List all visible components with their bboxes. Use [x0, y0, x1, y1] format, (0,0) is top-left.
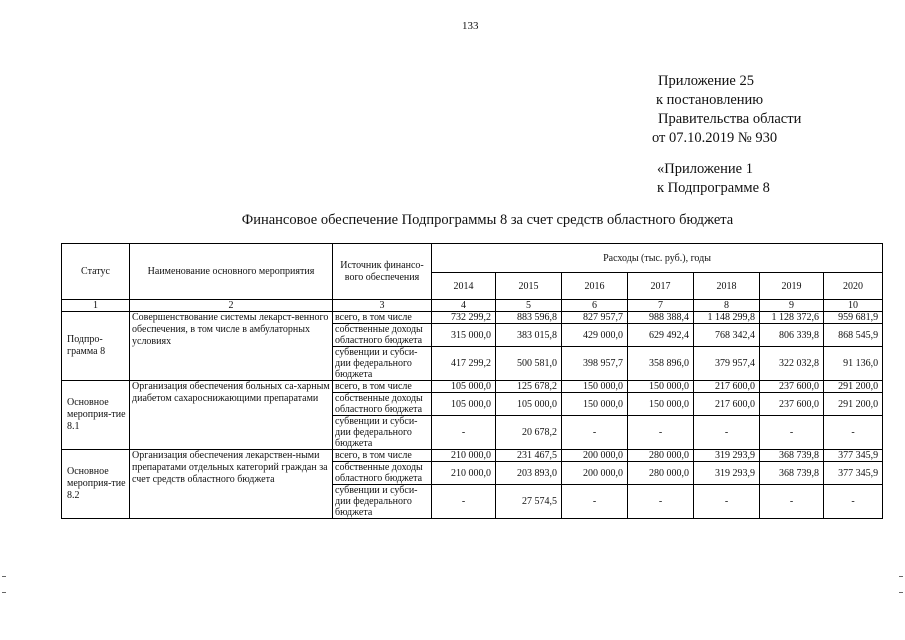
funding-source-cell: всего, в том числе [333, 450, 432, 462]
value-cell: 150 000,0 [628, 381, 694, 393]
value-cell: 105 000,0 [496, 393, 562, 416]
appendix-block-2 [657, 160, 770, 198]
value-cell: 280 000,0 [628, 450, 694, 462]
value-cell: 732 299,2 [432, 312, 496, 324]
document-title: Финансовое обеспечение Подпрограммы 8 за счет средств областного бюджета [241, 212, 734, 228]
value-cell: 237 600,0 [760, 381, 824, 393]
appendix-line: Приложение 25 [658, 73, 754, 89]
table-row [62, 381, 883, 393]
column-number: 3 [333, 300, 432, 312]
value-cell: 319 293,9 [694, 462, 760, 485]
value-cell: 315 000,0 [432, 324, 496, 347]
edge-mark [899, 576, 903, 577]
column-number: 2 [130, 300, 333, 312]
header-name: Наименование основного мероприятия [130, 244, 333, 300]
funding-source-cell: собственные доходы областного бюджета [333, 393, 432, 416]
funding-source-cell: всего, в том числе [333, 312, 432, 324]
value-cell: 1 148 299,8 [694, 312, 760, 324]
value-cell: 500 581,0 [496, 347, 562, 381]
value-cell: 319 293,9 [694, 450, 760, 462]
appendix-line: Правительства области [658, 111, 802, 127]
status-cell: Основное мероприя-тие 8.1 [62, 381, 130, 450]
activity-name-cell: Организация обеспечения лекарствен-ными препаратами отдельных категорий граждан за счет средств областного бюджета [130, 450, 333, 519]
header-status: Статус [62, 244, 130, 300]
value-cell: - [824, 416, 883, 450]
appendix-block [652, 72, 801, 148]
column-number: 1 [62, 300, 130, 312]
header-year: 2017 [628, 273, 694, 300]
value-cell: 200 000,0 [562, 462, 628, 485]
value-cell: 105 000,0 [432, 381, 496, 393]
value-cell: - [432, 416, 496, 450]
value-cell: 377 345,9 [824, 450, 883, 462]
status-cell: Подпро-грамма 8 [62, 312, 130, 381]
value-cell: 368 739,8 [760, 462, 824, 485]
value-cell: 988 388,4 [628, 312, 694, 324]
activity-name-cell: Организация обеспечения больных са-харным диабетом сахароснижающими препаратами [130, 381, 333, 450]
value-cell: 280 000,0 [628, 462, 694, 485]
value-cell: 20 678,2 [496, 416, 562, 450]
appendix-line: «Приложение 1 [657, 161, 753, 177]
header-year: 2018 [694, 273, 760, 300]
value-cell: 1 128 372,6 [760, 312, 824, 324]
value-cell: 237 600,0 [760, 393, 824, 416]
value-cell: - [628, 416, 694, 450]
funding-source-cell: собственные доходы областного бюджета [333, 462, 432, 485]
financing-table [61, 243, 883, 519]
table-row [62, 312, 883, 324]
header-year: 2019 [760, 273, 824, 300]
value-cell: 377 345,9 [824, 462, 883, 485]
value-cell: 217 600,0 [694, 381, 760, 393]
column-number: 6 [562, 300, 628, 312]
header-year: 2020 [824, 273, 883, 300]
funding-source-cell: субвенции и субси-дии федерального бюджета [333, 347, 432, 381]
value-cell: 868 545,9 [824, 324, 883, 347]
header-year: 2015 [496, 273, 562, 300]
header-year: 2014 [432, 273, 496, 300]
value-cell: 150 000,0 [562, 393, 628, 416]
value-cell: 291 200,0 [824, 381, 883, 393]
value-cell: 291 200,0 [824, 393, 883, 416]
value-cell: - [760, 485, 824, 519]
value-cell: - [432, 485, 496, 519]
value-cell: 322 032,8 [760, 347, 824, 381]
value-cell: 91 136,0 [824, 347, 883, 381]
funding-source-cell: субвенции и субси-дии федерального бюджета [333, 416, 432, 450]
header-expenses: Расходы (тыс. руб.), годы [432, 244, 883, 273]
value-cell: 210 000,0 [432, 450, 496, 462]
value-cell: 629 492,4 [628, 324, 694, 347]
value-cell: - [694, 416, 760, 450]
value-cell: - [824, 485, 883, 519]
column-number: 5 [496, 300, 562, 312]
value-cell: 125 678,2 [496, 381, 562, 393]
edge-mark [2, 592, 6, 593]
value-cell: 105 000,0 [432, 393, 496, 416]
appendix-line: к постановлению [656, 92, 764, 108]
table-body [62, 312, 883, 519]
value-cell: 231 467,5 [496, 450, 562, 462]
value-cell: 27 574,5 [496, 485, 562, 519]
appendix-line: от 07.10.2019 № 930 [652, 130, 778, 146]
value-cell: - [760, 416, 824, 450]
header-year: 2016 [562, 273, 628, 300]
value-cell: 210 000,0 [432, 462, 496, 485]
column-number: 10 [824, 300, 883, 312]
value-cell: 806 339,8 [760, 324, 824, 347]
value-cell: 203 893,0 [496, 462, 562, 485]
table-row [62, 450, 883, 462]
value-cell: 150 000,0 [628, 393, 694, 416]
value-cell: 150 000,0 [562, 381, 628, 393]
edge-mark [899, 592, 903, 593]
page-number: 133 [462, 20, 479, 32]
value-cell: 398 957,7 [562, 347, 628, 381]
value-cell: - [628, 485, 694, 519]
header-source: Источник финансо-вого обеспечения [333, 244, 432, 300]
column-number: 9 [760, 300, 824, 312]
funding-source-cell: всего, в том числе [333, 381, 432, 393]
value-cell: 959 681,9 [824, 312, 883, 324]
value-cell: 429 000,0 [562, 324, 628, 347]
value-cell: 200 000,0 [562, 450, 628, 462]
funding-source-cell: субвенции и субси-дии федерального бюджета [333, 485, 432, 519]
value-cell: 358 896,0 [628, 347, 694, 381]
column-number: 7 [628, 300, 694, 312]
value-cell: - [562, 416, 628, 450]
value-cell: 883 596,8 [496, 312, 562, 324]
value-cell: - [562, 485, 628, 519]
table-header [62, 244, 883, 312]
column-number: 8 [694, 300, 760, 312]
value-cell: 383 015,8 [496, 324, 562, 347]
status-cell: Основное мероприя-тие 8.2 [62, 450, 130, 519]
value-cell: 827 957,7 [562, 312, 628, 324]
value-cell: 368 739,8 [760, 450, 824, 462]
appendix-line: к Подпрограмме 8 [657, 180, 770, 196]
column-number: 4 [432, 300, 496, 312]
value-cell: 217 600,0 [694, 393, 760, 416]
activity-name-cell: Совершенствование системы лекарст-венного обеспечения, в том числе в амбулаторных условиях [130, 312, 333, 381]
value-cell: - [694, 485, 760, 519]
value-cell: 379 957,4 [694, 347, 760, 381]
funding-source-cell: собственные доходы областного бюджета [333, 324, 432, 347]
edge-mark [2, 576, 6, 577]
value-cell: 768 342,4 [694, 324, 760, 347]
value-cell: 417 299,2 [432, 347, 496, 381]
